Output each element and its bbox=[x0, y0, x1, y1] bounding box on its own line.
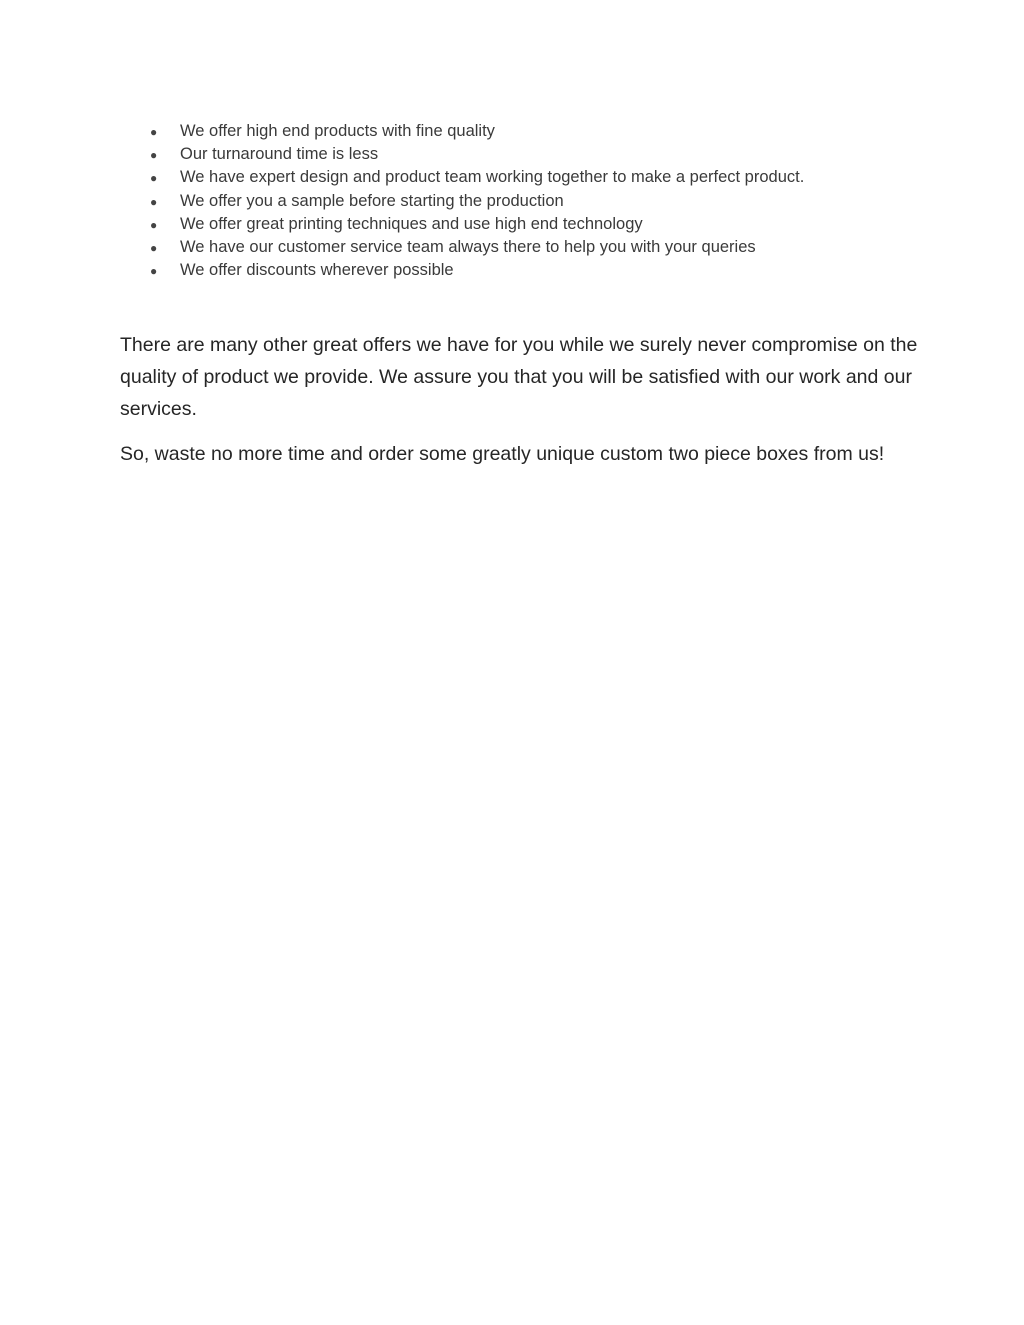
list-item-text: We offer you a sample before starting the production bbox=[180, 191, 564, 210]
list-item bbox=[150, 236, 804, 259]
list-item bbox=[150, 166, 804, 189]
list-item-text: Our turnaround time is less bbox=[180, 145, 379, 164]
list-item bbox=[150, 120, 804, 143]
list-item-text: We offer discounts wherever possible bbox=[180, 261, 454, 280]
list-item-text: We offer great printing techniques and use high end technology bbox=[180, 214, 643, 233]
list-item bbox=[150, 259, 804, 282]
list-item-text: We have expert design and product team working together to make a perfect product. bbox=[180, 168, 805, 187]
list-item bbox=[150, 143, 804, 166]
bullet-icon: ● bbox=[150, 171, 158, 186]
list-item bbox=[150, 190, 804, 213]
body-paragraph-call-to-action: So, waste no more time and order some greatly unique custom two piece boxes from us! bbox=[120, 443, 885, 465]
bullet-icon: ● bbox=[150, 217, 158, 232]
bullet-icon: ● bbox=[150, 264, 158, 279]
bullet-icon: ● bbox=[150, 240, 158, 255]
bullet-icon: ● bbox=[150, 194, 158, 209]
bullet-list bbox=[150, 120, 804, 282]
list-item-text: We offer high end products with fine quality bbox=[180, 122, 495, 140]
list-item bbox=[150, 213, 804, 236]
bullet-icon: ● bbox=[150, 125, 158, 139]
body-paragraph-offers: There are many other great offers we have for you while we surely never compromise on the quality of product we provide. We assure you that you will be satisfied with our work and our services. bbox=[120, 334, 918, 420]
list-item-text: We have our customer service team always there to help you with your queries bbox=[180, 237, 756, 256]
bullet-icon: ● bbox=[150, 148, 158, 163]
